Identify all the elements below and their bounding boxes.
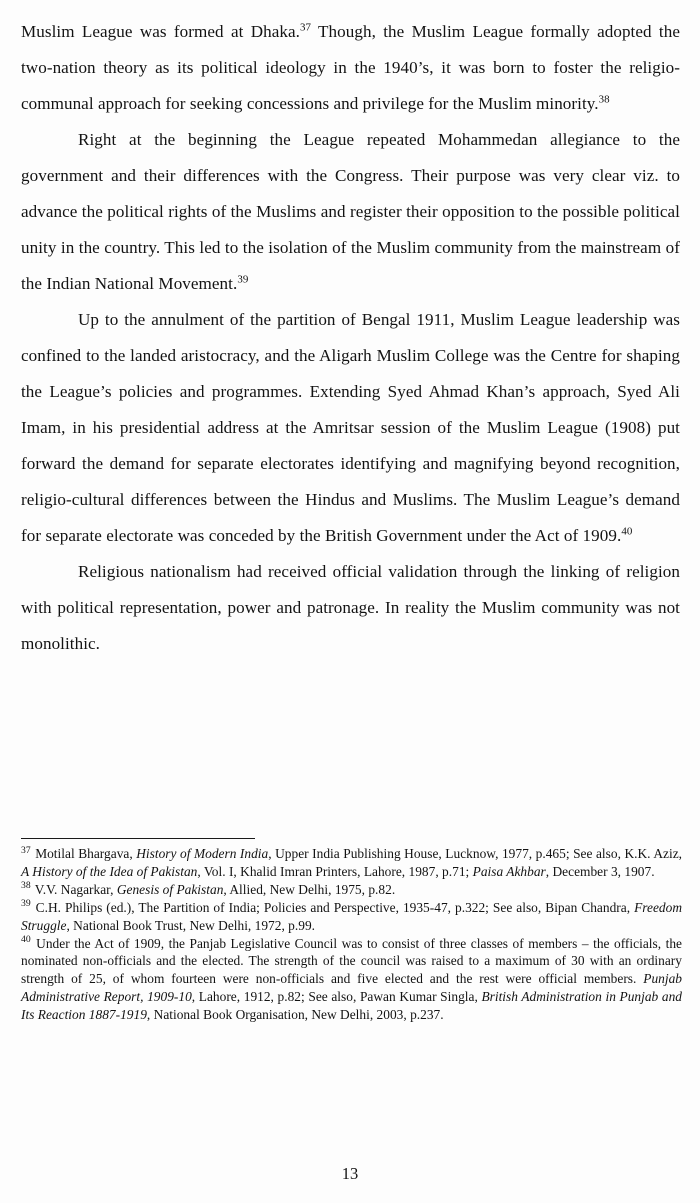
- footnote-title-italic: Punjab Administrative Report, 1909-10: [21, 971, 682, 1005]
- footnote-marker-40[interactable]: 40: [621, 525, 633, 538]
- footnote-marker-37[interactable]: 37: [299, 21, 312, 34]
- footnote-section: [21, 838, 682, 1024]
- footnote-39: $^{39}$ C.H. Philips (ed.), The Partition of India; Policies and Perspective, 1935-47, p.322; See also, Bipan Chandra, Freedom Struggle, National Book Trust, New Delhi, 1972, p.99.: [21, 898, 683, 933]
- paragraph-4: Religious nationalism had received official validation through the linking of religion with political representation, power and patronage. In reality the Muslim community was not monolithic.: [21, 562, 680, 653]
- page-number: 13: [341, 1164, 359, 1183]
- paragraph-2: Right at the beginning the League repeated Mohammedan allegiance to the government and their differences with the Congress. Their purpose was very clear viz. to advance the political rights of the Muslims and register their opposition to the possible political unity in the country. This led to the isolation of the Muslim community from the mainstream of the Indian National Movement.$^{39}$: [21, 130, 680, 293]
- footnote-marker-38[interactable]: 38: [598, 93, 610, 106]
- footnote-number-38: 38: [21, 880, 31, 892]
- footnote-title-italic: Paisa Akhbar: [472, 863, 546, 879]
- footnote-title-italic: History of Modern India: [136, 846, 269, 861]
- footnote-number-40: 40: [21, 934, 31, 946]
- footnote-38: $^{38}$ V.V. Nagarkar, Genesis of Pakistan, Allied, New Delhi, 1975, p.82.: [21, 880, 396, 897]
- footnote-number-39: 39: [21, 898, 31, 910]
- footnote-marker-39[interactable]: 39: [237, 273, 249, 286]
- footnote-number-37: 37: [21, 844, 31, 856]
- paragraph-3: Up to the annulment of the partition of Bengal 1911, Muslim League leadership was confined to the landed aristocracy, and the Aligarh Muslim College was the Centre for shaping the League’s policies and programmes. Extending Syed Ahmad Khan’s approach, Syed Ali Imam, in his presidential address at the Amritsar session of the Muslim League (1908) put forward the demand for separate electorates identifying and magnifying beyond recognition, religio-cultural differences between the Hindus and Muslims. The Muslim League’s demand for separate electorate was conceded by the British Government under the Act of 1909.40: [21, 310, 680, 545]
- footnote-title-italic: Genesis of Pakistan: [116, 881, 224, 897]
- paragraph-1: Muslim League was formed at Dhaka.$^{37}$ Though, the Muslim League formally adopted the two-nation theory as its political ideology in the 1940’s, it was born to foster the religio-communal approach for seeking concessions and privilege for the Muslim minority.$^{38}$: [21, 21, 680, 113]
- footnote-40: $^{40}$ Under the Act of 1909, the Panjab Legislative Council was to consist of three classes of members – the officials, the nominated non-officials and the elected. The strength of the council was raised to a maximum of 30 with an ordinary strength of 25, of whom fourteen were non-officials and five elected and the rest were official members. Punjab Administrative Report, 1909-10, Lahore, 1912, p.82; See also, Pawan Kumar Singla, British Administration in Punjab and Its Reaction 1887-1919, National Book Organisation, New Delhi, 2003, p.237.: [21, 934, 682, 1023]
- body-text-column: [21, 14, 680, 662]
- footnote-37: $^{37}$ Motilal Bhargava, History of Modern India, Upper India Publishing House, Lucknow, 1977, p.465; See also, K.K. Aziz, A History of the Idea of Pakistan, Vol. I, Khalid Imran Printers, Lahore, 1987, p.71; Paisa Akhbar, December 3, 1907.: [21, 844, 683, 879]
- footnote-title-italic: Freedom Struggle: [21, 899, 683, 933]
- footnote-separator-rule: [21, 838, 255, 839]
- footnote-title-italic: A History of the Idea of Pakistan: [21, 863, 198, 879]
- footnote-title-italic: British Administration in Punjab and Its Reaction 1887-1919: [21, 989, 682, 1023]
